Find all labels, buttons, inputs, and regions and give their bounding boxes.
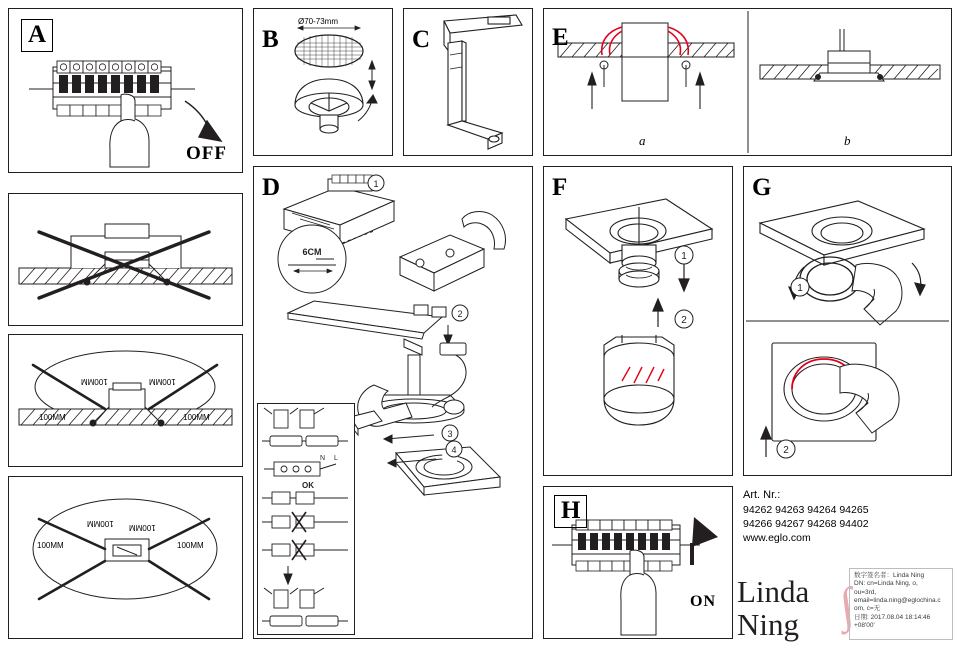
svg-text:L: L [334, 455, 338, 462]
article-numbers-line2: 94266 94267 94268 94402 [743, 518, 869, 531]
panel-a-letter: A [21, 19, 53, 52]
signature-detail-1: DN: cn=Linda Ning, o, [854, 580, 918, 588]
clearance-side-label-3: 100MM [39, 413, 66, 422]
svg-text:1: 1 [373, 179, 379, 189]
signature-detail-6: +08'00' [854, 621, 875, 629]
panel-h-on-label: ON [690, 593, 716, 610]
svg-text:N: N [320, 455, 326, 462]
panel-clearance-side [8, 334, 243, 467]
panel-g [743, 166, 952, 476]
panel-f [543, 166, 733, 476]
svg-text:1: 1 [797, 283, 803, 294]
panel-d-wiring [257, 403, 355, 635]
article-website: www.eglo.com [743, 532, 811, 545]
panel-d-letter: D [262, 174, 281, 201]
panel-e-caption-b: b [844, 133, 851, 148]
clearance-top-label-1: 100MM [87, 519, 114, 528]
panel-b-letter: B [262, 26, 279, 53]
panel-c-letter: C [412, 26, 431, 53]
svg-text:2: 2 [681, 315, 687, 326]
signature-detail-3: email=linda.ning@eglochina.c [854, 596, 941, 604]
signature-name-line1: Linda [737, 574, 810, 609]
signature-detail-5: 日期: 2017.08.04 18:14:46 [854, 613, 931, 621]
svg-text:OK: OK [302, 481, 314, 490]
panel-h-letter: H [554, 495, 587, 528]
svg-text:2: 2 [783, 445, 789, 456]
svg-text:2: 2 [457, 309, 463, 319]
panel-clearance-top [8, 476, 243, 639]
panel-clearance-side-diagram [9, 335, 242, 466]
clearance-side-label-1: 100MM [81, 377, 108, 386]
clearance-top-label-2: 100MM [129, 523, 156, 532]
clearance-side-label-2: 100MM [149, 377, 176, 386]
panel-d-wiring-diagram [258, 404, 354, 634]
panel-no-insulation-diagram [9, 194, 242, 325]
signature-name [737, 576, 809, 641]
svg-text:3: 3 [447, 429, 453, 439]
panel-h [543, 486, 733, 639]
clearance-top-label-4: 100MM [177, 541, 204, 550]
panel-clearance-top-diagram [9, 477, 242, 638]
clearance-top-label-3: 100MM [37, 541, 64, 550]
panel-d [253, 166, 533, 639]
svg-text:6CM: 6CM [302, 247, 322, 257]
signature-name-line2: Ning [737, 606, 799, 642]
panel-e-caption-a: a [639, 133, 646, 148]
signature-flourish: ∫ [836, 578, 857, 633]
article-numbers-line1: 94262 94263 94264 94265 [743, 503, 869, 516]
clearance-side-label-4: 100MM [183, 413, 210, 422]
panel-b-dimension: Ø70-73mm [298, 17, 339, 26]
panel-b [253, 8, 393, 156]
article-number-block [743, 488, 953, 545]
signature-detail-4: om, c=无 [854, 605, 881, 613]
panel-g-letter: G [752, 174, 772, 201]
panel-g-diagram [744, 167, 951, 475]
panel-c [403, 8, 533, 156]
panel-e-letter: E [552, 24, 569, 51]
panel-e-diagram [544, 9, 951, 155]
signature-detail-2: ou=3rd, [854, 588, 877, 596]
signature-detail-0: 数字签名者：Linda Ning [854, 572, 925, 579]
panel-e [543, 8, 952, 156]
panel-a [8, 8, 243, 173]
svg-text:1: 1 [681, 251, 687, 262]
panel-no-insulation [8, 193, 243, 326]
signature-details-box [849, 568, 953, 640]
panel-f-letter: F [552, 174, 568, 201]
article-label: Art. Nr.: [743, 489, 781, 501]
panel-a-off-label: OFF [186, 143, 227, 164]
svg-text:4: 4 [451, 445, 457, 455]
panel-f-diagram [544, 167, 732, 475]
